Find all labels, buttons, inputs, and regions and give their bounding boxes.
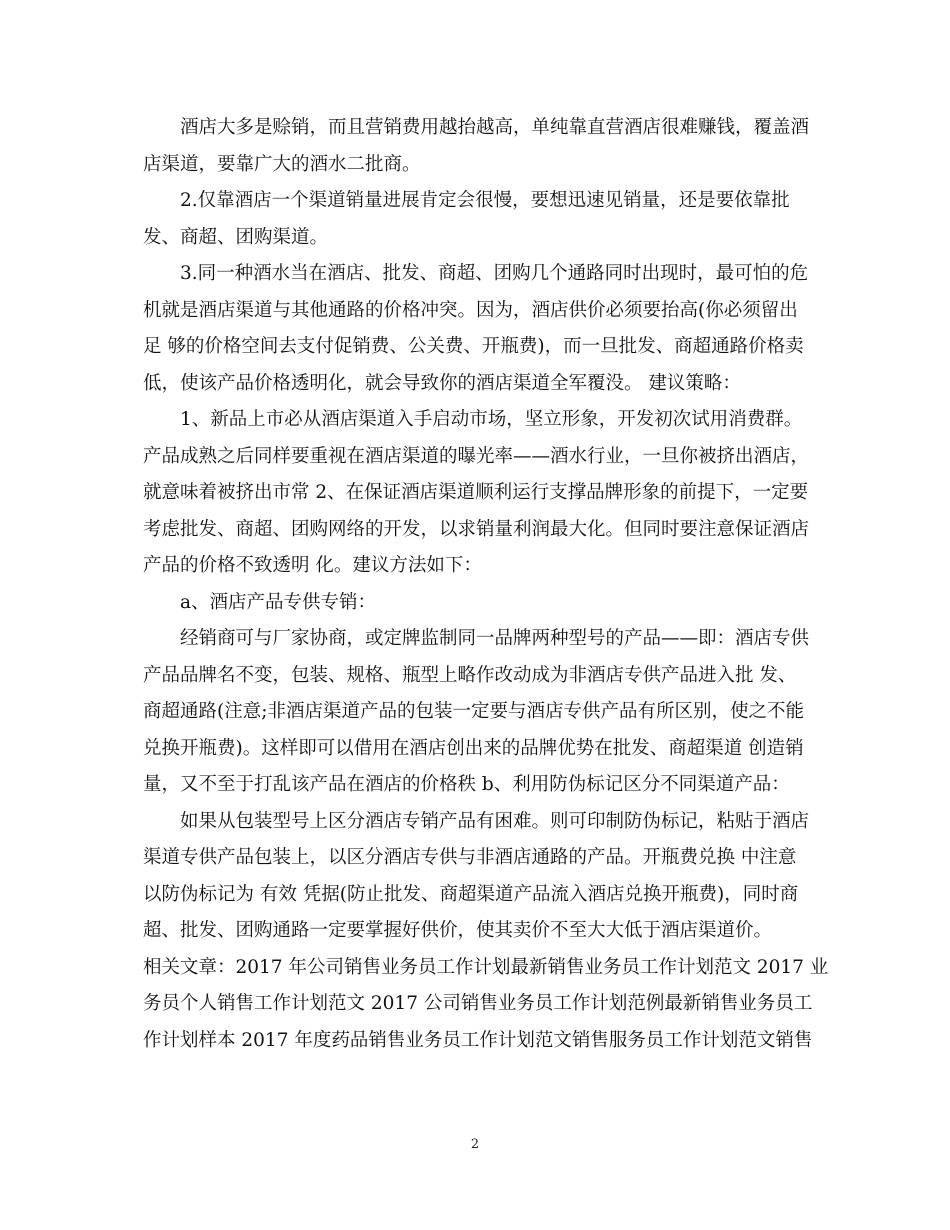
paragraph-line: 量，又不至于打乱该产品在酒店的价格秩 b、利用防伪标记区分不同渠道产品： xyxy=(143,774,790,795)
paragraph-line: 1、新品上市必从酒店渠道入手启动市场，坚立形象，开发初次试用消费群。 xyxy=(180,409,803,430)
paragraph-line: 经销商可与厂家协商，或定牌监制同一品牌两种型号的产品——即：酒店专供 xyxy=(180,628,810,649)
paragraph-line: 产品的价格不致透明 化。建议方法如下： xyxy=(143,555,482,576)
paragraph-line: 如果从包装型号上区分酒店专销产品有困难。则可印制防伪标记，粘贴于酒店 xyxy=(180,810,810,832)
paragraph-line: 2.仅靠酒店一个渠道销量进展肯定会很慢，要想迅速见销量，还是要依靠批 xyxy=(180,190,790,211)
paragraph-5 xyxy=(143,585,811,622)
paragraph-4 xyxy=(143,402,811,585)
paragraph-line: a、酒店产品专供专销： xyxy=(180,591,377,613)
paragraph-3 xyxy=(143,256,811,402)
paragraph-line: 机就是酒店渠道与其他通路的价格冲突。因为，酒店供价必须要抬高(你必须留出 xyxy=(143,299,798,321)
paragraph-line: 相关文章：2017 年公司销售业务员工作计划最新销售业务员工作计划范文 2017 业 xyxy=(143,956,829,978)
paragraph-line: 兑换开瓶费)。这样即可以借用在酒店创出来的品牌优势在批发、商超渠道 创造销 xyxy=(143,737,804,759)
paragraph-line: 超、批发、团购通路一定要掌握好供价，使其卖价不至大大低于酒店渠道价。 xyxy=(143,920,773,941)
paragraph-line: 产品品牌名不变，包装、规格、瓶型上略作改动成为非酒店专供产品进入批 发、 xyxy=(143,664,797,686)
paragraph-line: 务员个人销售工作计划范文 2017 公司销售业务员工作计划范例最新销售业务员工 xyxy=(143,993,813,1014)
paragraph-line: 考虑批发、商超、团购网络的开发，以求销量利润最大化。但同时要注意保证酒店 xyxy=(143,518,810,540)
paragraph-6 xyxy=(143,621,811,804)
paragraph-2 xyxy=(143,183,811,256)
paragraph-line: 作计划样本 2017 年度药品销售业务员工作计划范文销售服务员工作计划范文销售 xyxy=(143,1029,813,1051)
paragraph-line: 发、商超、团购渠道。 xyxy=(143,226,329,248)
page-number: 2 xyxy=(470,1137,480,1152)
paragraph-line: 渠道专供产品包装上，以区分酒店专供与非酒店通路的产品。开瓶费兑换 中注意 xyxy=(143,847,797,868)
paragraph-1 xyxy=(143,110,811,183)
paragraph-line: 低，使该产品价格透明化，就会导致你的酒店渠道全军覆没。 建议策略： xyxy=(143,372,741,394)
paragraph-line: 就意味着被挤出市常 2、在保证酒店渠道顺利运行支撑品牌形象的前提下，一定要 xyxy=(143,482,809,503)
paragraph-line: 店渠道，要靠广大的酒水二批商。 xyxy=(143,153,421,175)
paragraph-7 xyxy=(143,804,811,950)
paragraph-line: 足 够的价格空间去支付促销费、公关费、开瓶费)，而一旦批发、商超通路价格卖 xyxy=(143,336,804,357)
paragraph-line: 商超通路(注意;非酒店渠道产品的包装一定要与酒店专供产品有所区别，使之不能 xyxy=(143,701,804,722)
paragraph-line: 3.同一种酒水当在酒店、批发、商超、团购几个通路同时出现时，最可怕的危 xyxy=(180,263,809,284)
related-articles xyxy=(143,950,829,1060)
paragraph-line: 酒店大多是赊销，而且营销费用越抬越高，单纯靠直营酒店很难赚钱，覆盖酒 xyxy=(180,117,810,138)
paragraph-line: 以防伪标记为 有效 凭据(防止批发、商超渠道产品流入酒店兑换开瓶费)，同时商 xyxy=(143,883,799,905)
document-body xyxy=(143,110,829,1059)
paragraph-line: 产品成熟之后同样要重视在酒店渠道的曝光率——酒水行业，一旦你被挤出酒店， xyxy=(143,445,810,467)
